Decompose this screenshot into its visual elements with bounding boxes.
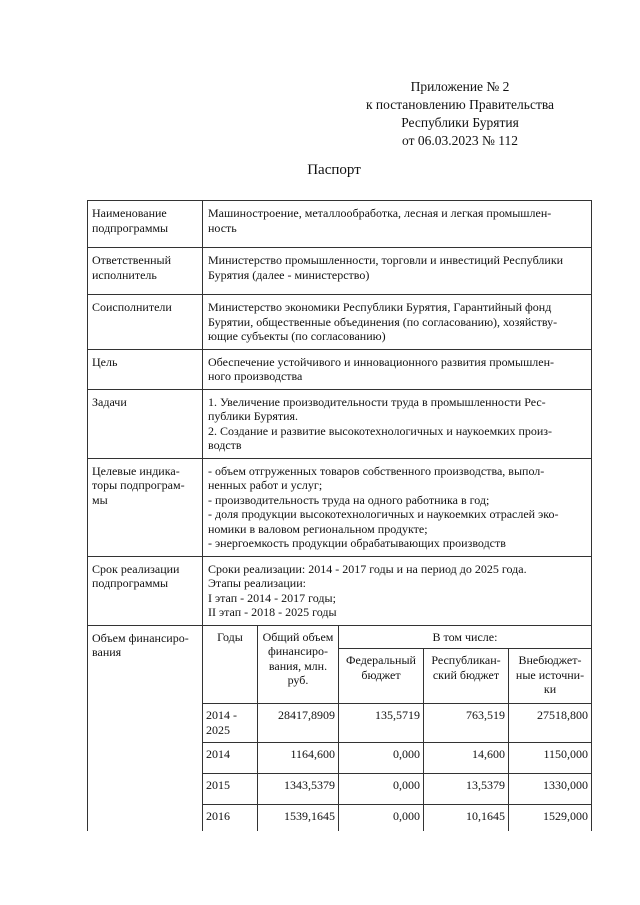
cell-republic: 14,600	[424, 743, 509, 774]
financing-table	[203, 626, 591, 832]
content-line: ющие субъекты (по согласованию)	[208, 329, 386, 343]
row-label: Цель	[88, 349, 203, 389]
content-line: Бурятии, общественные объединения (по согласованию), хозяйству-	[208, 314, 558, 329]
cell-year: 2015	[203, 774, 258, 805]
row-content	[203, 389, 592, 458]
passport-row	[88, 349, 592, 389]
cell-federal: 0,000	[339, 743, 424, 774]
row-label: Объем финансиро-вания	[88, 625, 203, 831]
cell-total: 1539,1645	[258, 805, 339, 832]
cell-republic: 10,1645	[424, 805, 509, 832]
content-line: номики в валовом региональном продукте;	[208, 521, 428, 536]
content-line: Министерство экономики Республики Бурятия, Гарантийный фонд	[208, 300, 552, 314]
cell-total: 1164,600	[258, 743, 339, 774]
passport-row	[88, 389, 592, 458]
passport-row	[88, 458, 592, 556]
cell-extra: 1330,000	[509, 774, 592, 805]
financing-row	[88, 625, 592, 831]
header-total: Общий объем финансиро-вания, млн. руб.	[258, 626, 339, 704]
content-line: - объем отгруженных товаров собственного производства, выпол-	[208, 463, 545, 478]
row-label: Ответственный исполнитель	[88, 248, 203, 295]
row-content	[203, 201, 592, 248]
passport-table	[87, 200, 592, 831]
content-line: I этап - 2014 - 2017 годы;	[208, 590, 336, 605]
passport-row	[88, 248, 592, 295]
table-row	[203, 704, 591, 743]
content-line: 2. Создание и развитие высокотехнологичных и наукоемких произ-	[208, 423, 553, 438]
cell-year: 2014 - 2025	[203, 704, 258, 743]
cell-federal: 0,000	[339, 805, 424, 832]
row-label: Задачи	[88, 389, 203, 458]
header-federal: Федеральный бюджет	[339, 649, 424, 704]
content-line: 1. Увеличение производительности труда в промышленности Рес-	[208, 394, 546, 409]
table-row	[203, 743, 591, 774]
cell-extra: 1150,000	[509, 743, 592, 774]
cell-federal: 0,000	[339, 774, 424, 805]
row-label: Наименование подпрограммы	[88, 201, 203, 248]
content-line: Этапы реализации:	[208, 576, 306, 590]
cell-republic: 763,519	[424, 704, 509, 743]
cell-republic: 13,5379	[424, 774, 509, 805]
table-row	[203, 774, 591, 805]
content-line: публики Бурятия.	[208, 409, 299, 423]
content-line: - доля продукции высокотехнологичных и наукоемких отраслей эко-	[208, 507, 559, 521]
passport-row	[88, 295, 592, 350]
row-label: Срок реализации подпрограммы	[88, 556, 203, 625]
content-line: - производительность труда на одного работника в год;	[208, 492, 490, 507]
content-line: ность	[208, 220, 237, 235]
cell-year: 2014	[203, 743, 258, 774]
row-content	[203, 349, 592, 389]
content-line: II этап - 2018 - 2025 годы	[208, 605, 337, 619]
cell-total: 28417,8909	[258, 704, 339, 743]
header-including: В том числе:	[339, 626, 592, 649]
financing-cell	[203, 625, 592, 831]
content-line: водств	[208, 438, 242, 452]
header-years: Годы	[203, 626, 258, 704]
row-content	[203, 295, 592, 350]
content-line: Министерство промышленности, торговли и инвестиций Республики	[208, 253, 564, 267]
appendix-header	[340, 78, 580, 150]
content-line: ного производства	[208, 369, 303, 383]
content-line: Бурятия (далее - министерство)	[208, 267, 370, 282]
passport-row	[88, 556, 592, 625]
row-content	[203, 458, 592, 556]
appendix-line: Республики Бурятия	[401, 115, 519, 130]
cell-federal: 135,5719	[339, 704, 424, 743]
header-extra: Внебюджет-ные источни-ки	[509, 649, 592, 704]
passport-row	[88, 201, 592, 248]
content-line: Сроки реализации: 2014 - 2017 годы и на период до 2025 года.	[208, 561, 527, 576]
cell-year: 2016	[203, 805, 258, 832]
row-label: Целевые индика-торы подпрограм-мы	[88, 458, 203, 556]
content-line: - энергоемкость продукции обрабатывающих производств	[208, 536, 506, 550]
row-content	[203, 248, 592, 295]
content-line: Машиностроение, металлообработка, лесная и легкая промышлен-	[208, 206, 552, 220]
appendix-line: от 06.03.2023 № 112	[402, 133, 518, 148]
content-line: Обеспечение устойчивого и инновационного развития промышлен-	[208, 354, 555, 369]
cell-total: 1343,5379	[258, 774, 339, 805]
content-line: ненных работ и услуг;	[208, 478, 323, 492]
page-title: Паспорт	[307, 162, 361, 178]
appendix-line: к постановлению Правительства	[365, 97, 555, 112]
header-republic: Республикан-ский бюджет	[424, 649, 509, 704]
table-row	[203, 805, 591, 832]
cell-extra: 27518,800	[509, 704, 592, 743]
row-label: Соисполнители	[88, 295, 203, 350]
appendix-line: Приложение № 2	[410, 79, 510, 94]
cell-extra: 1529,000	[509, 805, 592, 832]
row-content	[203, 556, 592, 625]
